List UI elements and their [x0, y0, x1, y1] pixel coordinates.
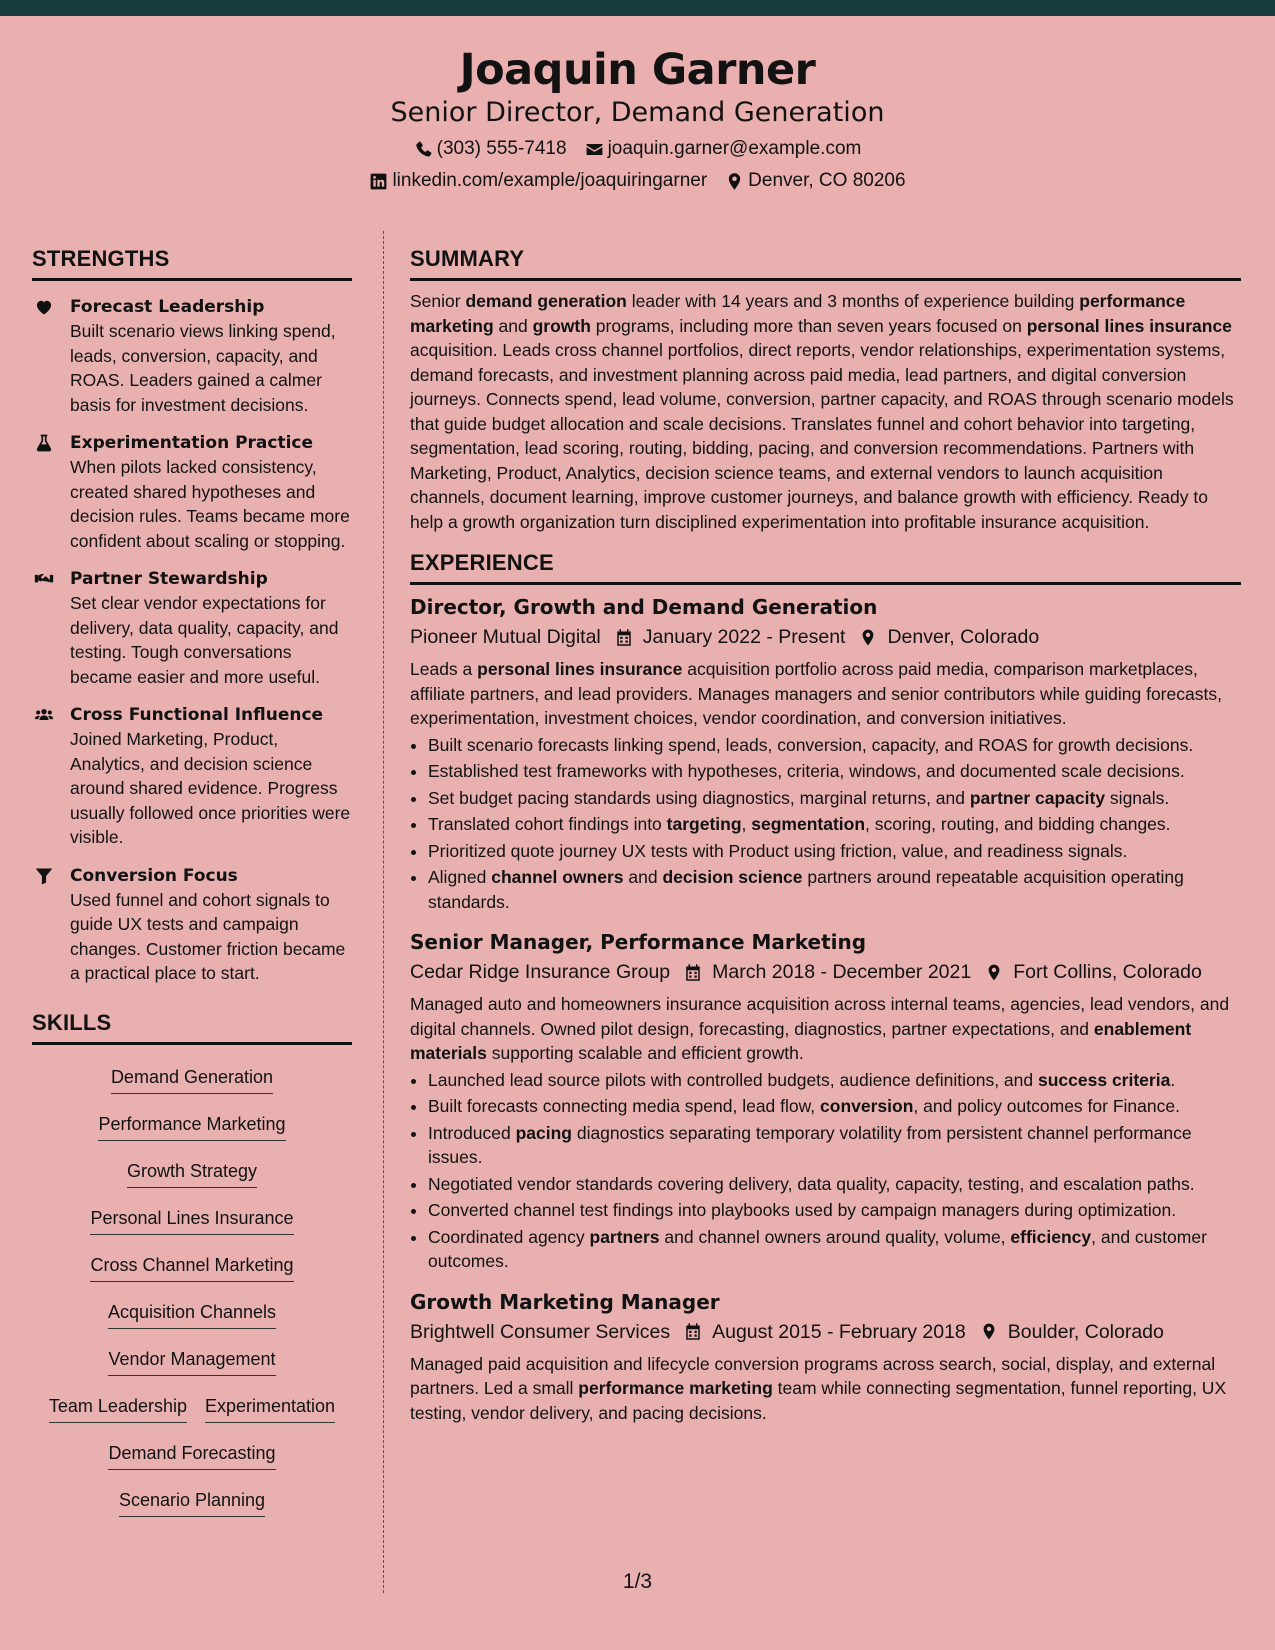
job-location: Denver, Colorado: [887, 626, 1040, 648]
skill-tag: Vendor Management: [108, 1339, 275, 1376]
skill-tag: Cross Channel Marketing: [90, 1245, 293, 1282]
job-bullet: • Established test frameworks with hypotheses, criteria, windows, and documented scale decisions.: [428, 759, 1241, 784]
strength-title: Experimentation Practice: [70, 433, 314, 453]
linkedin-text[interactable]: linkedin.com/example/joaquiringarner: [392, 170, 708, 191]
job-dates: January 2022 - Present: [642, 626, 846, 648]
skill-tag: Personal Lines Insurance: [90, 1198, 293, 1235]
strength-title: Conversion Focus: [70, 865, 238, 886]
job-company: Pioneer Mutual Digital: [410, 626, 601, 648]
map-pin-icon: [980, 1322, 998, 1341]
job-entry: [410, 1288, 1241, 1426]
linkedin-icon: [369, 172, 388, 191]
job-bullet: • Translated cohort findings into targeting, segmentation, scoring, routing, and bidding changes.: [428, 812, 1241, 837]
job-bullets: [410, 733, 1241, 915]
job-bullet: • Coordinated agency partners and channel owners around quality, volume, efficiency, and customer outcomes.: [428, 1225, 1241, 1274]
job-dates: March 2018 - December 2021: [712, 961, 972, 983]
job-dates: August 2015 - February 2018: [712, 1320, 966, 1343]
right-column: [410, 244, 1241, 1439]
heart-icon: [34, 297, 54, 317]
strength-item: [32, 703, 352, 850]
top-accent-bar: [0, 0, 1275, 16]
calendar-icon: [615, 628, 633, 647]
contact-email[interactable]: [585, 136, 862, 162]
job-description: Managed paid acquisition and lifecycle conversion programs across search, social, display, and external partners. Led a small performance marketing team while connecting segmentation, funnel reporting, UX testing, vendor delivery, and pacing decisions.: [410, 1353, 1227, 1423]
calendar-icon: [684, 963, 702, 982]
skill-tag: Scenario Planning: [119, 1480, 265, 1517]
strength-item: [32, 431, 352, 553]
strength-title: Partner Stewardship: [70, 569, 268, 589]
skill-tag: Team Leadership: [49, 1386, 187, 1423]
job-bullet: • Built scenario forecasts linking spend, leads, conversion, capacity, and ROAS for growth decisions.: [428, 733, 1241, 758]
contact-row-2: [0, 168, 1275, 194]
strengths-heading: STRENGTHS: [32, 244, 352, 281]
location-text: Denver, CO 80206: [748, 170, 906, 191]
strength-item: [32, 567, 352, 689]
strength-desc: Joined Marketing, Product, Analytics, and decision science around shared evidence. Progress usually followed once priorities were visible.: [70, 729, 351, 847]
contact-location: [725, 168, 905, 194]
left-column: [32, 244, 352, 1527]
page-number: [0, 1568, 1275, 1596]
email-text[interactable]: joaquin.garner@example.com: [607, 138, 862, 159]
map-pin-icon: [725, 172, 744, 191]
candidate-title: Senior Director, Demand Generation: [390, 97, 885, 128]
experience-list: [410, 593, 1241, 1425]
users-icon: [34, 705, 54, 725]
job-company: Brightwell Consumer Services: [410, 1320, 671, 1343]
job-entry: [410, 593, 1241, 914]
envelope-icon: [585, 140, 604, 159]
job-bullet: • Built forecasts connecting media spend, lead flow, conversion, and policy outcomes for Finance.: [428, 1094, 1241, 1119]
strength-title: Cross Functional Influence: [70, 705, 324, 725]
column-divider: [383, 231, 384, 1593]
contact-linkedin[interactable]: [369, 168, 707, 194]
skills-list: [32, 1057, 352, 1527]
job-meta: [410, 1316, 1241, 1348]
job-company: Cedar Ridge Insurance Group: [410, 961, 671, 983]
job-entry: [410, 928, 1241, 1274]
strength-desc: Set clear vendor expectations for delivery, data quality, capacity, and testing. Tough conversations became easier and more useful.: [70, 593, 339, 687]
job-bullet: • Prioritized quote journey UX tests with Product using friction, value, and readiness signals.: [428, 839, 1241, 864]
skill-tag: Performance Marketing: [98, 1104, 285, 1141]
job-description: Managed auto and homeowners insurance acquisition across internal teams, agencies, lead vendors, and digital channels. Owned pilot design, forecasting, diagnostics, partner expectations, and enablement materials supporting scalable and efficient growth.: [410, 994, 1230, 1063]
flask-icon: [34, 433, 54, 453]
summary-heading: SUMMARY: [410, 244, 1241, 281]
map-pin-icon: [859, 628, 877, 647]
job-meta: [410, 621, 1241, 653]
contact-row-1: [0, 136, 1275, 162]
job-bullet: • Introduced pacing diagnostics separating temporary volatility from persistent channel performance issues.: [428, 1121, 1241, 1170]
job-title: Director, Growth and Demand Generation: [410, 595, 878, 619]
job-bullet: • Negotiated vendor standards covering delivery, data quality, capacity, testing, and escalation paths.: [428, 1172, 1241, 1197]
strength-item: [32, 295, 352, 417]
job-description: Leads a personal lines insurance acquisition portfolio across paid media, comparison marketplaces, affiliate partners, and lead providers. Manages managers and senior contributors while guiding forecasts, experimentation, investment choices, vendor coordination, and conversion initiatives.: [410, 659, 1222, 728]
job-location: Fort Collins, Colorado: [1013, 961, 1202, 983]
strength-desc: Used funnel and cohort signals to guide UX tests and campaign changes. Customer friction became a practical place to start.: [70, 889, 346, 983]
job-bullet: • Converted channel test findings into playbooks used by campaign managers during optimization.: [428, 1198, 1241, 1223]
strength-item: [32, 864, 352, 986]
resume-header: [0, 16, 1275, 204]
job-title: Senior Manager, Performance Marketing: [410, 930, 867, 954]
strength-desc: Built scenario views linking spend, leads, conversion, capacity, and ROAS. Leaders gained a calmer basis for investment decisions.: [70, 321, 336, 415]
summary-text: Senior demand generation leader with 14 years and 3 months of experience building performance marketing and growth programs, including more than seven years focused on personal lines insurance acquisition. Leads cross channel portfolios, direct reports, vendor relationships, experimentation systems, demand forecasts, and investment planning across paid media, lead partners, and digital conversion journeys. Connects spend, lead volume, conversion, partner capacity, and ROAS through scenario models that guide budget allocation and scale decisions. Translates funnel and cohort behavior into targeting, segmentation, lead scoring, routing, bidding, pacing, and conversion recommendations. Partners with Marketing, Product, Analytics, decision science teams, and external vendors to launch acquisition channels, document learning, improve customer journeys, and balance growth with efficiency. Ready to help a growth organization turn disciplined experimentation into profitable insurance acquisition.: [410, 291, 1234, 532]
job-bullets: [410, 1068, 1241, 1274]
calendar-icon: [684, 1322, 702, 1341]
job-location: Boulder, Colorado: [1007, 1320, 1164, 1343]
strength-desc: When pilots lacked consistency, created shared hypotheses and decision rules. Teams became more confident about scaling or stopping.: [70, 457, 350, 551]
job-bullet: • Aligned channel owners and decision science partners around repeatable acquisition operating standards.: [428, 865, 1241, 914]
strength-title: Forecast Leadership: [70, 297, 265, 317]
experience-heading: EXPERIENCE: [410, 548, 1241, 585]
handshake-icon: [34, 569, 54, 589]
job-meta: [410, 956, 1241, 988]
skill-tag: Growth Strategy: [127, 1151, 257, 1188]
job-bullet: • Set budget pacing standards using diagnostics, marginal returns, and partner capacity signals.: [428, 786, 1241, 811]
phone-text: (303) 555-7418: [436, 138, 567, 159]
page-number-text: 1/3: [622, 1570, 653, 1593]
phone-icon: [414, 140, 433, 159]
skill-tag: Experimentation: [205, 1386, 335, 1423]
funnel-icon: [34, 866, 54, 886]
job-title: Growth Marketing Manager: [410, 1289, 720, 1314]
skill-tag: Acquisition Channels: [108, 1292, 276, 1329]
map-pin-icon: [985, 963, 1003, 982]
candidate-name: Joaquin Garner: [459, 45, 816, 95]
contact-phone: [414, 136, 567, 162]
skill-tag: Demand Generation: [111, 1057, 273, 1094]
skill-tag: Demand Forecasting: [108, 1433, 275, 1470]
job-bullet: • Launched lead source pilots with controlled budgets, audience definitions, and success criteria.: [428, 1068, 1241, 1093]
skills-heading: SKILLS: [32, 1008, 352, 1045]
